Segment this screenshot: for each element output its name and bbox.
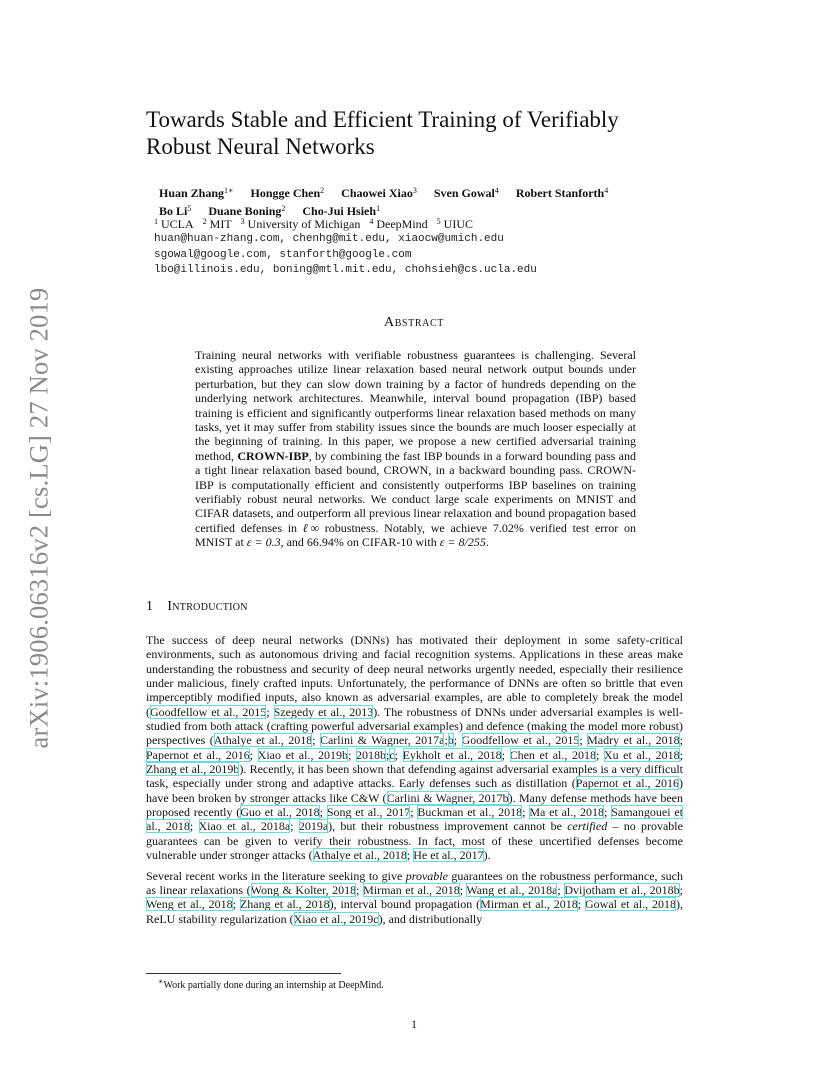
affil-mark: 4 [369, 217, 374, 226]
footnote-mark: ∗ [158, 977, 164, 986]
citation-link[interactable]: c [389, 747, 395, 762]
body-span: guarantees on the robustness performance, such as linear relaxations ( [146, 868, 683, 897]
body-span: ). The robustness of DNNs under adversarial examples is well-studied from both attack (crafting powerful adversarial examples) and defence (making the model more robust) perspectives ( [146, 704, 683, 748]
author [250, 186, 324, 200]
abstract-heading-text: Abstract [384, 315, 444, 330]
paragraph-1 [146, 633, 683, 863]
separator: ; [577, 897, 585, 912]
body-span: – no provable guarantees can be given to verify their robustness. In fact, most of these uncertified defenses become vulnerable under stronger attacks ( [146, 819, 683, 863]
citation-link[interactable]: Carlini & Wagner, 2017a [319, 733, 445, 748]
citation-link[interactable]: Papernot et al., 2016 [146, 747, 250, 762]
citation-link[interactable]: Eykholt et al., 2018 [402, 747, 502, 762]
abstract-text: , and 66.94% on CIFAR-10 with [280, 535, 440, 550]
abstract-text: , by combining the fast IBP bounds in a forward bounding pass and a tight linear relaxation based bound, CROWN, in a backward bounding pass. CROWN-IBP is computationally efficient and consistently outperforms IBP baselines on training verifiably robust neural networks. We conduct large scale experiments on MNIST and CIFAR datasets, and outperform all previous linear relaxation and bound propagation based certified defenses in [195, 448, 636, 535]
body-span: ). [483, 848, 491, 863]
citation-link[interactable]: Dvijotham et al., 2018b [564, 882, 680, 897]
email-list [154, 232, 537, 279]
citation-link[interactable]: Szegedy et al., 2013 [273, 704, 374, 719]
citation-link[interactable]: Weng et al., 2018 [146, 897, 233, 912]
affiliation: UIUC [443, 217, 473, 231]
section-number: 1 [146, 599, 154, 614]
citation-link[interactable]: Madry et al., 2018 [587, 733, 680, 748]
author-affil-mark: 2 [320, 186, 325, 195]
citation-link[interactable]: Xu et al., 2018 [603, 747, 680, 762]
separator: ; [453, 733, 462, 748]
separator: ; [189, 819, 199, 834]
body-span: ), and distributionally [378, 911, 483, 926]
separator: ; [579, 733, 588, 748]
body-span: Several recent works in the literature seeking to give [146, 868, 406, 883]
page-number: 1 [411, 1017, 417, 1031]
affiliation: MIT [209, 217, 232, 231]
citation-link[interactable]: Samangouei et al., 2018 [146, 805, 684, 834]
author [341, 186, 417, 200]
separator: ; [501, 747, 510, 762]
citation-link[interactable]: Zhang et al., 2019b [146, 762, 240, 777]
author-affil-mark: 4 [494, 186, 499, 195]
epsilon-value: ε = 8/255 [439, 535, 486, 550]
citation-link[interactable]: Mirman et al., 2018 [480, 897, 578, 912]
footnote [158, 977, 384, 991]
abstract-heading [0, 315, 828, 331]
paper-title [146, 106, 619, 160]
author-name: Chaowei Xiao [341, 186, 413, 200]
citation-link[interactable]: 2019a [298, 819, 329, 834]
footnote-rule [146, 973, 341, 974]
body-span: ), ReLU stability regularization ( [146, 897, 683, 926]
body-span: ). Recently, it has been shown that defending against adversarial examples is a very difficult task, especially under strong and adaptive attacks. Early defenses such as distillation ( [146, 762, 683, 791]
citation-link[interactable]: Wang et al., 2018a [466, 882, 558, 897]
citation-link[interactable]: Ma et al., 2018 [529, 805, 605, 820]
method-name: CROWN-IBP [237, 448, 309, 463]
separator: ; [319, 805, 327, 820]
section-title: Introduction [167, 599, 248, 614]
affiliation: DeepMind [376, 217, 428, 231]
paragraph-2 [146, 869, 683, 926]
citation-link[interactable]: Athalye et al., 2018 [213, 733, 313, 748]
separator: ; [595, 747, 604, 762]
norm-symbol: ℓ∞ [302, 520, 320, 535]
separator: ; [557, 882, 565, 897]
author-affil-mark: 5 [187, 204, 192, 213]
author-affil-mark: 2 [281, 204, 286, 213]
author-row-1 [159, 183, 608, 201]
citation-link[interactable]: Xiao et al., 2019c [293, 911, 379, 926]
body-span: ), but their robustness improvement cannot be [328, 819, 568, 834]
affiliation: UCLA [161, 217, 194, 231]
author-name: Sven Gowal [433, 186, 495, 200]
author [516, 186, 608, 200]
citation-link[interactable]: Xiao et al., 2018a [198, 819, 291, 834]
separator: ; [385, 747, 390, 762]
citation-link[interactable]: Athalye et al., 2018 [312, 848, 407, 863]
affil-mark: 2 [202, 217, 207, 226]
citation-link[interactable]: Chen et al., 2018 [509, 747, 596, 762]
separator: ; [679, 747, 683, 762]
citation-link[interactable]: Song et al., 2017 [326, 805, 411, 820]
author [434, 186, 499, 200]
separator: ; [444, 733, 448, 748]
citation-link[interactable]: Guo et al., 2018 [240, 805, 320, 820]
separator: ; [522, 805, 530, 820]
author-affil-mark: 4 [604, 186, 609, 195]
citation-link[interactable]: Mirman et al., 2018 [363, 882, 460, 897]
separator: ; [312, 733, 320, 748]
citation-link[interactable]: Gowal et al., 2018 [585, 897, 676, 912]
separator: ; [266, 704, 274, 719]
citation-link[interactable]: Carlini & Wagner, 2017b [386, 790, 509, 805]
affil-mark: 3 [240, 217, 245, 226]
separator: ; [232, 897, 240, 912]
separator: ; [679, 733, 683, 748]
author-name: Duane Boning [208, 204, 282, 218]
affiliation: University of Michigan [247, 217, 361, 231]
separator: ; [679, 882, 683, 897]
epsilon-value: ε = 0.3 [246, 535, 281, 550]
separator: ; [290, 819, 299, 834]
author-name: Robert Stanforth [515, 186, 605, 200]
title-line-1: Towards Stable and Efficient Training of Verifiably [146, 107, 619, 132]
affil-mark: 1 [154, 217, 158, 226]
separator: ; [459, 882, 467, 897]
body-text [146, 633, 683, 932]
author-affil-mark: 3 [412, 186, 417, 195]
abstract-text: . [485, 535, 489, 550]
arxiv-stamp-text: arXiv:1906.06316v2 [cs.LG] 27 Nov 2019 [23, 287, 54, 749]
body-span: ), interval bound propagation ( [329, 897, 481, 912]
title-line-2: Robust Neural Networks [146, 134, 375, 159]
citation-link[interactable]: Xiao et al., 2019b [257, 747, 349, 762]
section-heading [146, 599, 248, 615]
footnote-text: Work partially done during an internship at DeepMind. [163, 980, 384, 991]
affil-mark: 5 [436, 217, 441, 226]
abstract-text: robustness. Notably, we achieve 7.02% verified test error on MNIST at [195, 520, 636, 550]
emphasis: provable [405, 868, 448, 883]
citation-link[interactable]: Papernot et al., 2016 [575, 776, 679, 791]
separator: ; [356, 882, 364, 897]
separator: ; [348, 747, 356, 762]
affiliations [154, 214, 473, 232]
separator: ; [249, 747, 258, 762]
separator: ; [394, 747, 403, 762]
emphasis: certified [567, 819, 608, 834]
abstract-body [195, 348, 636, 550]
separator: ; [406, 848, 414, 863]
author-name: Bo Li [159, 204, 188, 218]
citation-link[interactable]: b [447, 733, 454, 748]
abstract-text: Training neural networks with verifiable robustness guarantees is challenging. Several existing approaches utilize linear relaxation based neural network output bounds under perturbation, but they can slow down training by a factor of hundreds depending on the underlying network architectures. Meanwhile, interval bound propagation (IBP) based training is efficient and significantly outperforms linear relaxation based methods on many tasks, yet it may suffer from stability issues since the bounds are much looser especially at the beginning of training. In this paper, we propose a new certified adversarial training method, [195, 348, 636, 463]
author [159, 186, 233, 200]
body-span: ). Many defense methods have been proposed recently ( [146, 790, 684, 820]
author-name: Hongge Chen [250, 186, 321, 200]
citation-link[interactable]: Zhang et al., 2018 [239, 897, 330, 912]
body-span: ) have been broken by stronger attacks like C&W ( [146, 776, 683, 805]
citation-link[interactable]: Wong & Kolter, 2018 [250, 882, 357, 897]
citation-link[interactable]: Buckman et al., 2018 [417, 805, 523, 820]
email-line: sgowal@google.com, stanforth@google.com [154, 248, 412, 261]
citation-link[interactable]: 2018b [355, 747, 386, 762]
citation-link[interactable]: Goodfellow et al., 2015 [150, 704, 267, 719]
separator: ; [604, 805, 612, 820]
author-affil-mark: 1∗ [224, 186, 234, 195]
author-affil-mark: 1 [376, 204, 381, 213]
author-name: Cho-Jui Hsieh [302, 204, 377, 218]
email-line: huan@huan-zhang.com, chenhg@mit.edu, xiaocw@umich.edu [154, 233, 504, 245]
body-span: The success of deep neural networks (DNNs) has motivated their deployment in some safety-critical environments, such as autonomous driving and facial recognition systems. Applications in these areas make understanding the robustness and security of deep neural networks urgently needed, especially their resilience under malicious, finely crafted inputs. Unfortunately, the performance of DNNs are often so brittle that even imperceptibly modified inputs, also known as adversarial examples, are able to completely break the model ( [146, 633, 683, 719]
arxiv-stamp [22, 283, 56, 753]
separator: ; [410, 805, 418, 820]
citation-link[interactable]: Goodfellow et al., 2015 [461, 733, 580, 748]
citation-link[interactable]: He et al., 2017 [413, 848, 484, 863]
email-line: lbo@illinois.edu, boning@mtl.mit.edu, chohsieh@cs.ucla.edu [154, 264, 537, 276]
author-name: Huan Zhang [159, 186, 225, 200]
